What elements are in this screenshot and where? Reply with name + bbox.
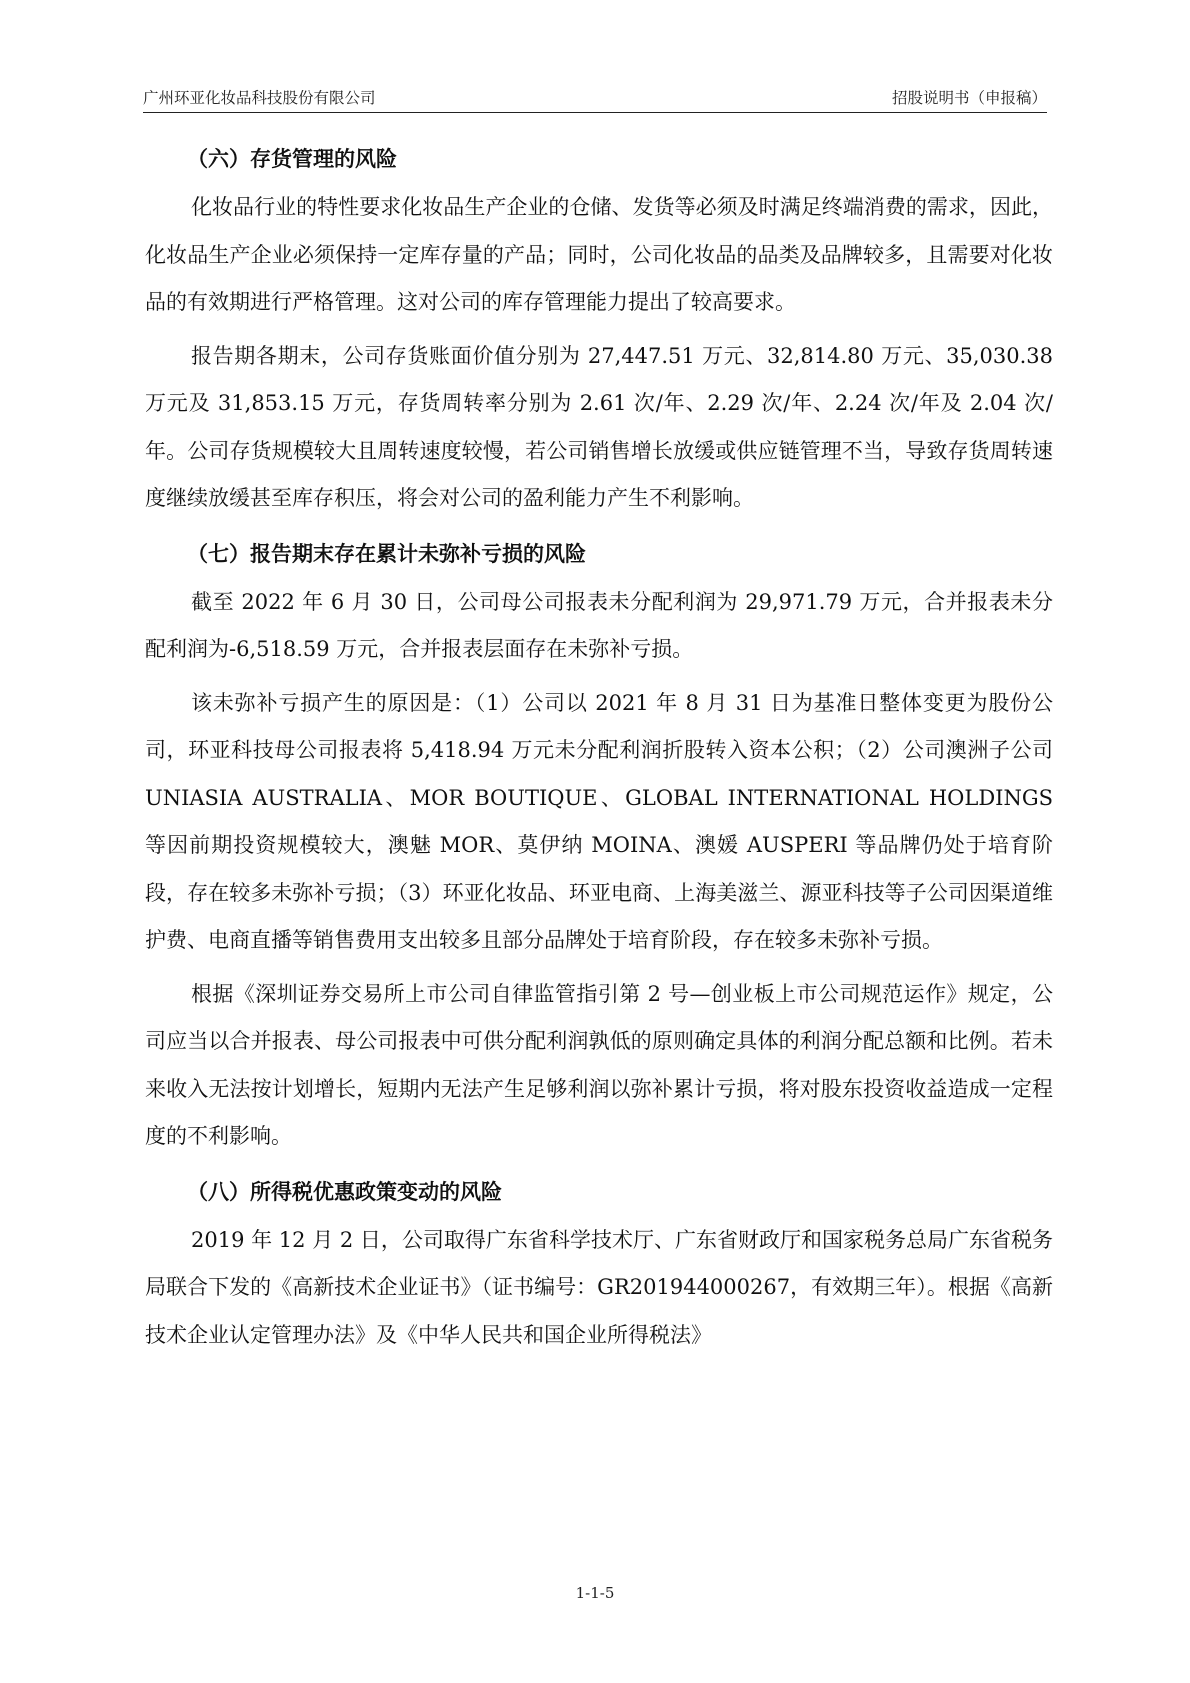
page-body (145, 134, 1053, 1365)
paragraph: 根据《深圳证券交易所上市公司自律监管指引第 2 号—创业板上市公司规范运作》规定，公司应当以合并报表、母公司报表中可供分配利润孰低的原则确定具体的利润分配总额和比例。若未来收入无法按计划增长，短期内无法产生足够利润以弥补累计亏损，将对股东投资收益造成一定程度的不利影响。 (145, 981, 1053, 1148)
page-number: 1-1-5 (575, 1584, 615, 1602)
section-heading-inventory-risk: （六）存货管理的风险 (187, 147, 397, 171)
header-document-type: 招股说明书（申报稿） (891, 89, 1047, 107)
paragraph: 截至 2022 年 6 月 30 日，公司母公司报表未分配利润为 29,971.79 万元，合并报表未分配利润为-6,518.59 万元，合并报表层面存在未弥补亏损。 (145, 589, 1053, 661)
page-header (143, 84, 1047, 113)
paragraph: 2019 年 12 月 2 日，公司取得广东省科学技术厅、广东省财政厅和国家税务总局广东省税务局联合下发的《高新技术企业证书》（证书编号：GR201944000267，有效期三年）。根据《高新技术企业认定管理办法》及《中华人民共和国企业所得税法》 (145, 1227, 1053, 1347)
section-heading-uncovered-loss-risk: （七）报告期末存在累计未弥补亏损的风险 (187, 541, 586, 566)
paragraph: 该未弥补亏损产生的原因是：（1）公司以 2021 年 8 月 31 日为基准日整体变更为股份公司，环亚科技母公司报表将 5,418.94 万元未分配利润折股转入资本公积；（2）公司澳洲子公司 UNIASIA AUSTRALIA、MOR BOUTIQUE、GLOBAL INTERNATIONAL HOLDINGS 等因前期投资规模较大，澳魅 MOR、莫伊纳 MOINA、澳媛 AUSPERI 等品牌仍处于培育阶段，存在较多未弥补亏损；（3）环亚化妆品、环亚电商、上海美滋兰、源亚科技等子公司因渠道维护费、电商直播等销售费用支出较多且部分品牌处于培育阶段，存在较多未弥补亏损。 (145, 690, 1053, 952)
header-company-name: 广州环亚化妆品科技股份有限公司 (143, 89, 376, 107)
paragraph: 报告期各期末，公司存货账面价值分别为 27,447.51 万元、32,814.80 万元、35,030.38 万元及 31,853.15 万元，存货周转率分别为 2.61 次/年、2.29 次/年、2.24 次/年及 2.04 次/年。公司存货规模较大且周转速度较慢，若公司销售增长放缓或供应链管理不当，导致存货周转速度继续放缓甚至库存积压，将会对公司的盈利能力产生不利影响。 (145, 343, 1053, 510)
section-heading-tax-policy-risk: （八）所得税优惠政策变动的风险 (187, 1179, 502, 1204)
paragraph: 化妆品行业的特性要求化妆品生产企业的仓储、发货等必须及时满足终端消费的需求，因此，化妆品生产企业必须保持一定库存量的产品；同时，公司化妆品的品类及品牌较多，且需要对化妆品的有效期进行严格管理。这对公司的库存管理能力提出了较高要求。 (145, 195, 1053, 314)
